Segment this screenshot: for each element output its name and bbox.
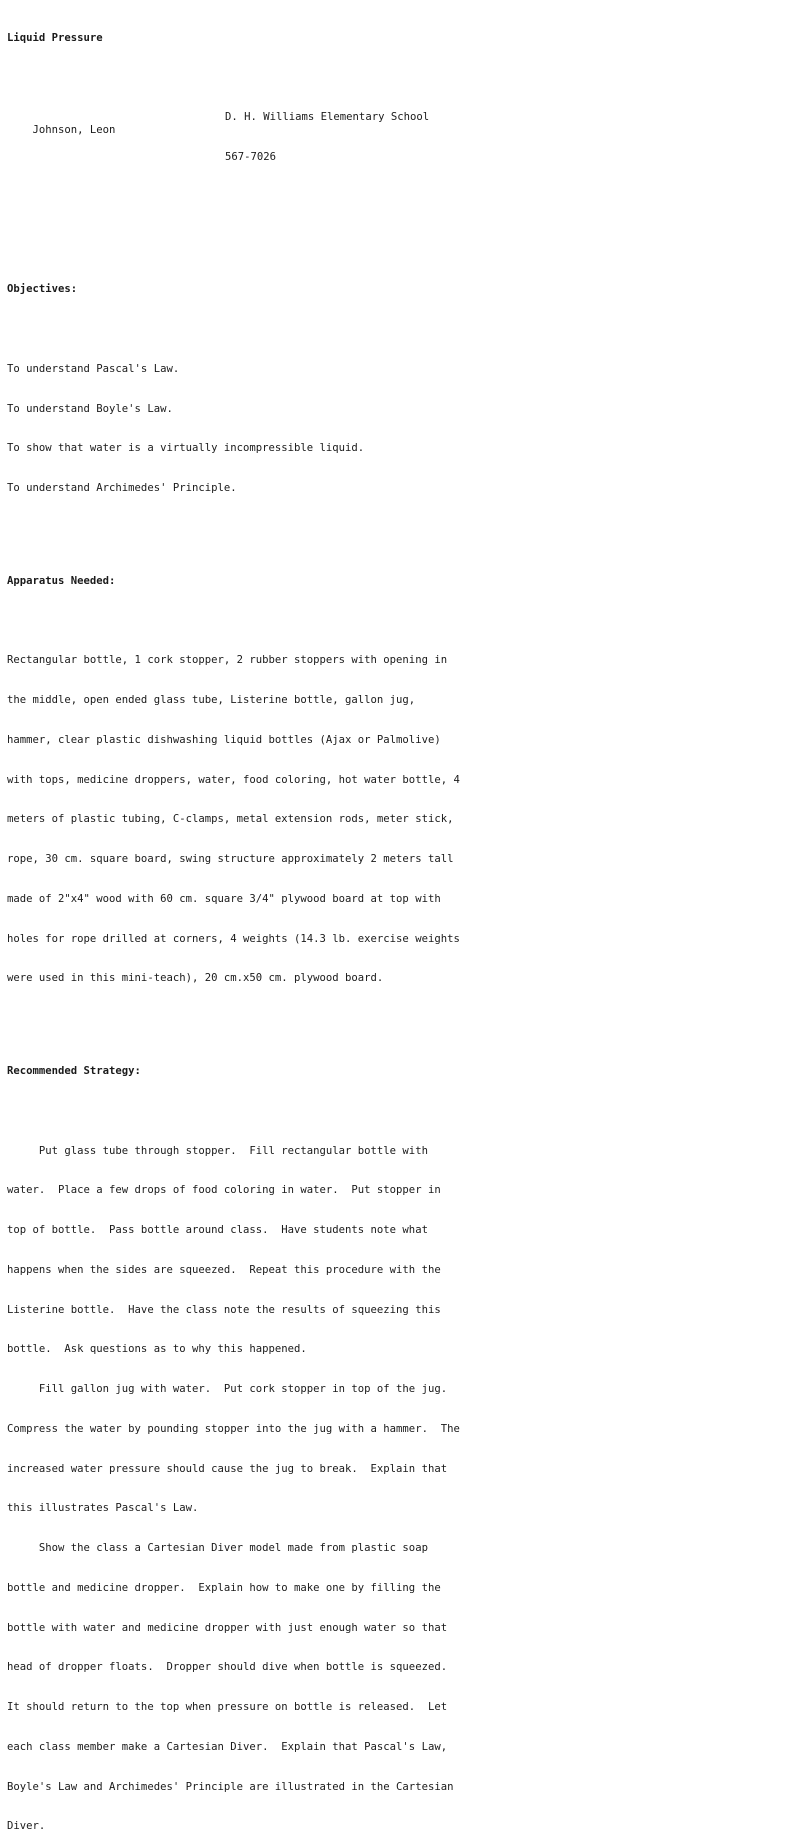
strategy-line: Compress the water by pounding stopper into the jug with a hammer. The [7,1422,460,1435]
strategy-line: Listerine bottle. Have the class note the results of squeezing this [7,1303,441,1316]
spacer [7,71,793,84]
objective-item: To understand Archimedes' Principle. [7,482,237,494]
strategy-line: water. Place a few drops of food coloring in water. Put stopper in [7,1184,441,1197]
apparatus-line: with tops, medicine droppers, water, food coloring, hot water bottle, 4 [7,773,460,786]
apparatus-line: the middle, open ended glass tube, Listerine bottle, gallon jug, [7,694,416,706]
apparatus-heading: Apparatus Needed: [7,574,116,587]
strategy-line: this illustrates Pascal's Law. [7,1502,199,1515]
spacer [7,1012,793,1025]
apparatus-line: hammer, clear plastic dishwashing liquid bottles (Ajax or Palmolive) [7,733,441,746]
spacer [7,1105,793,1118]
apparatus-line: rope, 30 cm. square board, swing structure approximately 2 meters tall [7,853,454,865]
apparatus-line: holes for rope drilled at corners, 4 weights (14.3 lb. exercise weights [7,932,460,945]
spacer [7,191,793,204]
author-row [7,111,793,137]
strategy-line: happens when the sides are squeezed. Repeat this procedure with the [7,1263,441,1276]
apparatus-line: Rectangular bottle, 1 cork stopper, 2 rubber stoppers with opening in [7,654,448,667]
strategy-line: Boyle's Law and Archimedes' Principle are illustrated in the Cartesian [7,1780,454,1793]
author-name: Johnson, Leon [32,124,116,137]
spacer [7,323,793,336]
spacer [7,522,793,535]
strategy-line: bottle. Ask questions as to why this happened. [7,1343,307,1356]
apparatus-line: were used in this mini-teach), 20 cm.x50 cm. plywood board. [7,972,384,985]
strategy-line: top of bottle. Pass bottle around class. Have students note what [7,1224,428,1236]
strategy-line: head of dropper floats. Dropper should dive when bottle is squeezed. [7,1661,448,1674]
apparatus-line: meters of plastic tubing, C-clamps, metal extension rods, meter stick, [7,813,454,826]
phone-row [7,151,793,164]
strategy-heading: Recommended Strategy: [7,1065,141,1077]
school-name: D. H. Williams Elementary School [225,111,430,123]
apparatus-line: made of 2"x4" wood with 60 cm. square 3/4" plywood board at top with [7,892,441,905]
strategy-line: Fill gallon jug with water. Put cork stopper in top of the jug. [7,1383,448,1395]
strategy-line: It should return to the top when pressure on bottle is released. Let [7,1701,448,1713]
objective-item: To show that water is a virtually incompressible liquid. [7,442,365,455]
strategy-line: each class member make a Cartesian Diver. Explain that Pascal's Law, [7,1740,448,1753]
spacer [7,230,793,243]
strategy-line: Diver. [7,1820,46,1833]
spacer [7,615,793,628]
objectives-heading: Objectives: [7,283,78,296]
strategy-line: increased water pressure should cause the jug to break. Explain that [7,1462,448,1475]
document [7,5,793,1847]
strategy-line: bottle and medicine dropper. Explain how to make one by filling the [7,1581,441,1594]
strategy-line: Put glass tube through stopper. Fill rectangular bottle with [7,1144,428,1157]
strategy-line: bottle with water and medicine dropper with just enough water so that [7,1621,448,1634]
objective-item: To understand Boyle's Law. [7,402,173,415]
objective-item: To understand Pascal's Law. [7,362,180,375]
strategy-line: Show the class a Cartesian Diver model made from plastic soap [7,1542,428,1554]
document-title: Liquid Pressure [7,31,103,44]
phone-number: 567-7026 [225,150,277,163]
